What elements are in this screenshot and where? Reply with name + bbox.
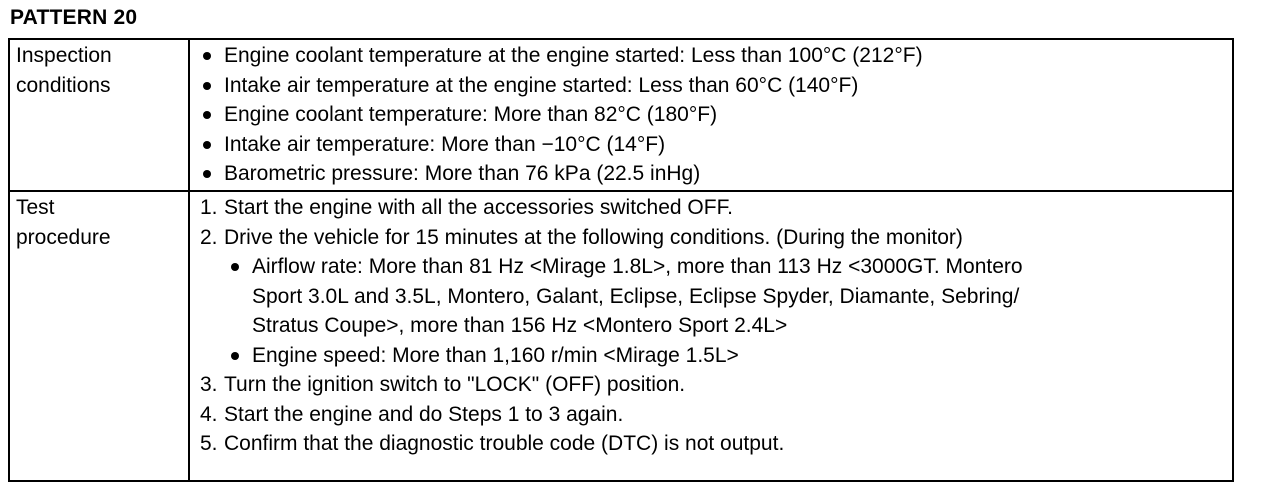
label-line: Inspection — [16, 44, 112, 67]
procedure-step: 5. Confirm that the diagnostic trouble code (DTC) is not output. — [200, 432, 785, 455]
condition-item: Intake air temperature: More than −10°C (14°F) — [200, 130, 1232, 160]
label-line: procedure — [16, 225, 111, 249]
bullet-icon — [203, 82, 211, 90]
label-line: conditions — [16, 73, 111, 97]
inspection-conditions-row — [9, 39, 1233, 191]
procedure-step: 1. Start the engine with all the accessories switched OFF. — [200, 196, 733, 219]
inspection-conditions-content — [189, 39, 1233, 191]
condition-item: Engine coolant temperature at the engine started: Less than 100°C (212°F) — [200, 41, 1232, 71]
condition-list — [200, 41, 1232, 189]
label-line: Test — [16, 196, 55, 219]
procedure-step: 2. Drive the vehicle for 15 minutes at the following conditions. (During the monitor) Airflow rate: More than 81 Hz <Mirage 1.8L>, more than 113 Hz <3000GT. Montero Sport 3.0L and 3.5L, Montero, Galant, Eclipse, Eclipse Spyder, Diamante, Sebring/ Stratus Coupe>, more than 156 Hz <Montero Sport 2.4L> Engine speed: More than 1,160 r/min <Mirage 1.5L> — [200, 223, 1232, 371]
step2-condition-item: Airflow rate: More than 81 Hz <Mirage 1.8L>, more than 113 Hz <3000GT. Montero Sport 3.0L and 3.5L, Montero, Galant, Eclipse, Eclipse Spyder, Diamante, Sebring/ Stratus Coupe>, more than 156 Hz <Montero Sport 2.4L> — [228, 252, 1232, 341]
page-title: PATTERN 20 — [10, 6, 138, 29]
step2-conditions — [200, 252, 1232, 370]
pattern-table — [8, 38, 1234, 482]
condition-item: Engine coolant temperature: More than 82°C (180°F) — [200, 100, 1232, 130]
bullet-icon — [231, 352, 239, 360]
procedure-step: 3. Turn the ignition switch to "LOCK" (OFF) position. — [200, 373, 686, 396]
condition-item: Intake air temperature at the engine started: Less than 60°C (140°F) — [200, 71, 1232, 101]
bullet-icon — [203, 141, 211, 149]
step2-condition-item: Engine speed: More than 1,160 r/min <Mirage 1.5L> — [228, 341, 1232, 371]
condition-item: Barometric pressure: More than 76 kPa (22.5 inHg) — [200, 159, 1232, 189]
procedure-steps — [200, 193, 1232, 459]
test-procedure-row — [9, 191, 1233, 481]
inspection-conditions-label — [9, 39, 189, 191]
procedure-step: 4. Start the engine and do Steps 1 to 3 again. — [200, 402, 624, 426]
bullet-icon — [231, 263, 239, 271]
test-procedure-content — [189, 191, 1233, 481]
bullet-icon — [203, 170, 211, 178]
bullet-icon — [203, 111, 211, 119]
bullet-icon — [203, 52, 211, 60]
test-procedure-label — [9, 191, 189, 481]
